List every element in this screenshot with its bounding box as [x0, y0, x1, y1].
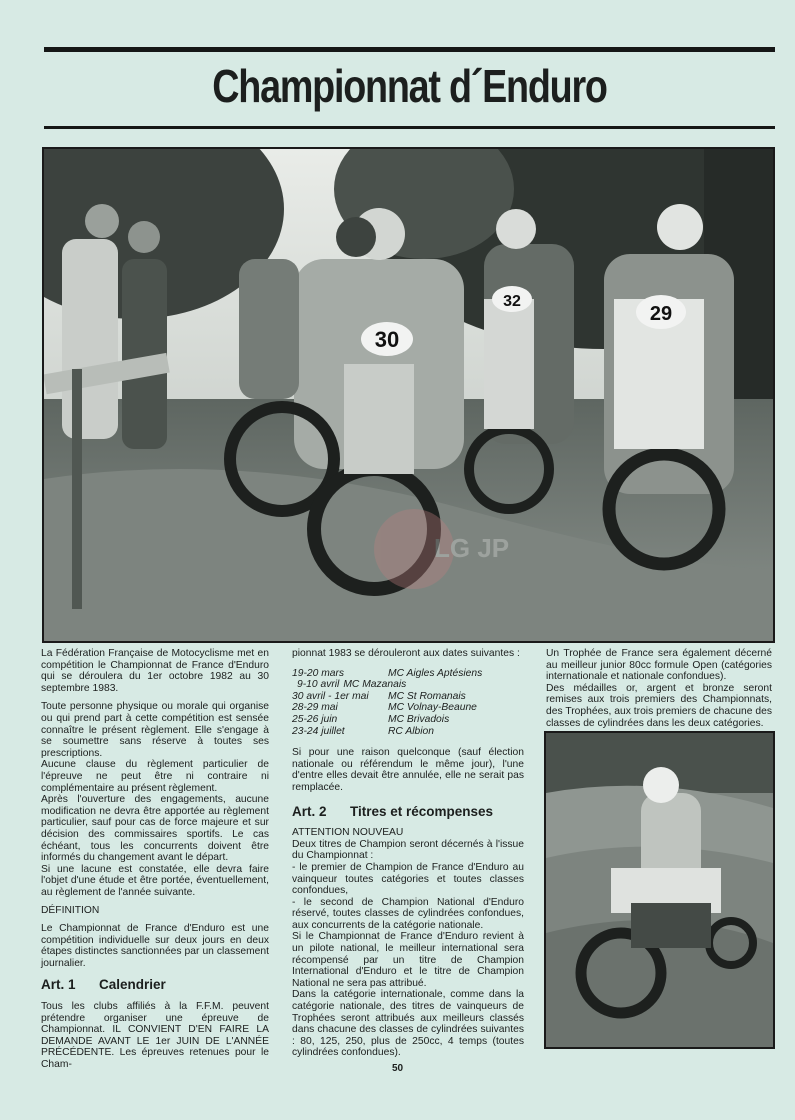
schedule-row: 25-26 juin MC Brivadois [292, 713, 450, 725]
column-3 [546, 648, 772, 729]
plate-32: 32 [503, 293, 521, 310]
bullet-item: - le second de Champion National d'Enduro réservé, toutes classes de cylindrées confondues, aux concurrents de la catégorie nationale. [292, 896, 524, 931]
schedule-row: 23-24 juillet RC Albion [292, 725, 434, 737]
rider-photo [544, 731, 775, 1049]
plate-30: 30 [374, 327, 400, 352]
column-1 [41, 648, 269, 1078]
paragraph: Si le Championnat de France d'Enduro revient à un pilote national, le meilleur international sera récompensé par un titre de Champion International d'Enduro et le titre de Champion National ne sera pas attribué. [292, 931, 524, 989]
article-2-heading [292, 803, 524, 819]
article-1-number: Art. 1 [41, 977, 76, 993]
paragraph: pionnat 1983 se dérouleront aux dates suivantes : [292, 648, 520, 659]
title-underline [44, 126, 775, 129]
paragraph: Toute personne physique ou morale qui organise ou qui prend part à cette compétition est sensée connaître le présent règlement. Elle s'engage à se soumettre sans réserve à toutes ses prescriptions. [41, 701, 269, 759]
paragraph: Des médailles or, argent et bronze seront remises aux trois premiers des Championnats, des Trophées, aux trois premiers de chacune des classes de cylindrées dans les deux catégories. [546, 682, 772, 729]
article-1-title: Calendrier [99, 977, 166, 993]
paragraph: Si une lacune est constatée, elle devra faire l'objet d'une étude et être portée, éventuellement, au règlement de l'année suivante. [41, 863, 269, 898]
attention-label: ATTENTION NOUVEAU [292, 827, 404, 839]
paragraph: Si pour une raison quelconque (sauf élection nationale ou référendum le même jour), l'une d'entre elles devait être annulée, elle ne serait pas remplacée. [292, 747, 524, 793]
article-1-heading [41, 979, 269, 991]
paragraph: Tous les clubs affiliés à la F.F.M. peuvent prétendre organiser une épreuve de Championnat. IL CONVIENT D'EN FAIRE LA DEMANDE AVANT LE 1er JUIN DE L'ANNÉE PRÉCÉDENTE. Les épreuves retenues pour le Cham- [41, 1001, 269, 1070]
svg-text:LG JP: LG JP [434, 533, 510, 563]
schedule-row: 19-20 mars MC Aigles Aptésiens [292, 667, 483, 679]
paragraph: Deux titres de Champion seront décernés à l'issue du Championnat : [292, 838, 524, 862]
bullet-item: - le premier de Champion de France d'Enduro au vainqueur toutes catégories et toutes classes confondues, [292, 861, 524, 897]
page-title: Championnat d´Enduro [212, 60, 607, 112]
plate-29: 29 [649, 303, 673, 325]
main-photo [42, 147, 775, 643]
paragraph: Après l'ouverture des engagements, aucune modification ne devra être apportée au règlement particulier, sauf pour cas de force majeure et sur décision des commissaires sportifs. Le cas échéant, tous les concurrents doivent être informés du changement avant le départ. [41, 794, 269, 864]
paragraph: Un Trophée de France sera également décerné au meilleur junior 80cc formule Open (catégories internationale et nationale confondues). [546, 648, 772, 683]
intro-paragraph: La Fédération Française de Motocyclisme met en compétition le Championnat de France d'Enduro qui se déroulera du 1er octobre 1982 au 30 septembre 1983. [41, 648, 269, 694]
definition-label: DÉFINITION [41, 905, 100, 917]
page-number: 50 [391, 1063, 404, 1074]
paragraph: Aucune clause du règlement particulier de l'épreuve ne peut être ni contraire ni complémentaire au présent règlement. [41, 759, 269, 794]
calendar-schedule [292, 668, 524, 738]
schedule-row: 9-10 avril MC Mazanais [297, 679, 407, 691]
top-rule [44, 47, 775, 52]
paragraph: Dans la catégorie internationale, comme dans la catégorie nationale, des titres de vainqueurs de Trophées seront attribués aux meilleurs classés dans chacune des classes de cylindrées suivantes : 80, 125, 250, plus de 250cc, 4 temps (toutes cylindrées confondues). [292, 989, 524, 1059]
schedule-row: 30 avril - 1er mai MC St Romanais [292, 690, 466, 702]
enduro-riders-photo [44, 149, 773, 641]
single-rider-photo [546, 733, 773, 1047]
article-2-title: Titres et récompenses [350, 803, 494, 819]
definition-paragraph: Le Championnat de France d'Enduro est une compétition individuelle sur deux jours en deux étapes distinctes sanctionnées par un classement journalier. [41, 923, 269, 969]
schedule-row: 28-29 mai MC Volnay-Beaune [292, 702, 477, 714]
column-2 [292, 648, 524, 1059]
article-2-number: Art. 2 [292, 803, 327, 819]
